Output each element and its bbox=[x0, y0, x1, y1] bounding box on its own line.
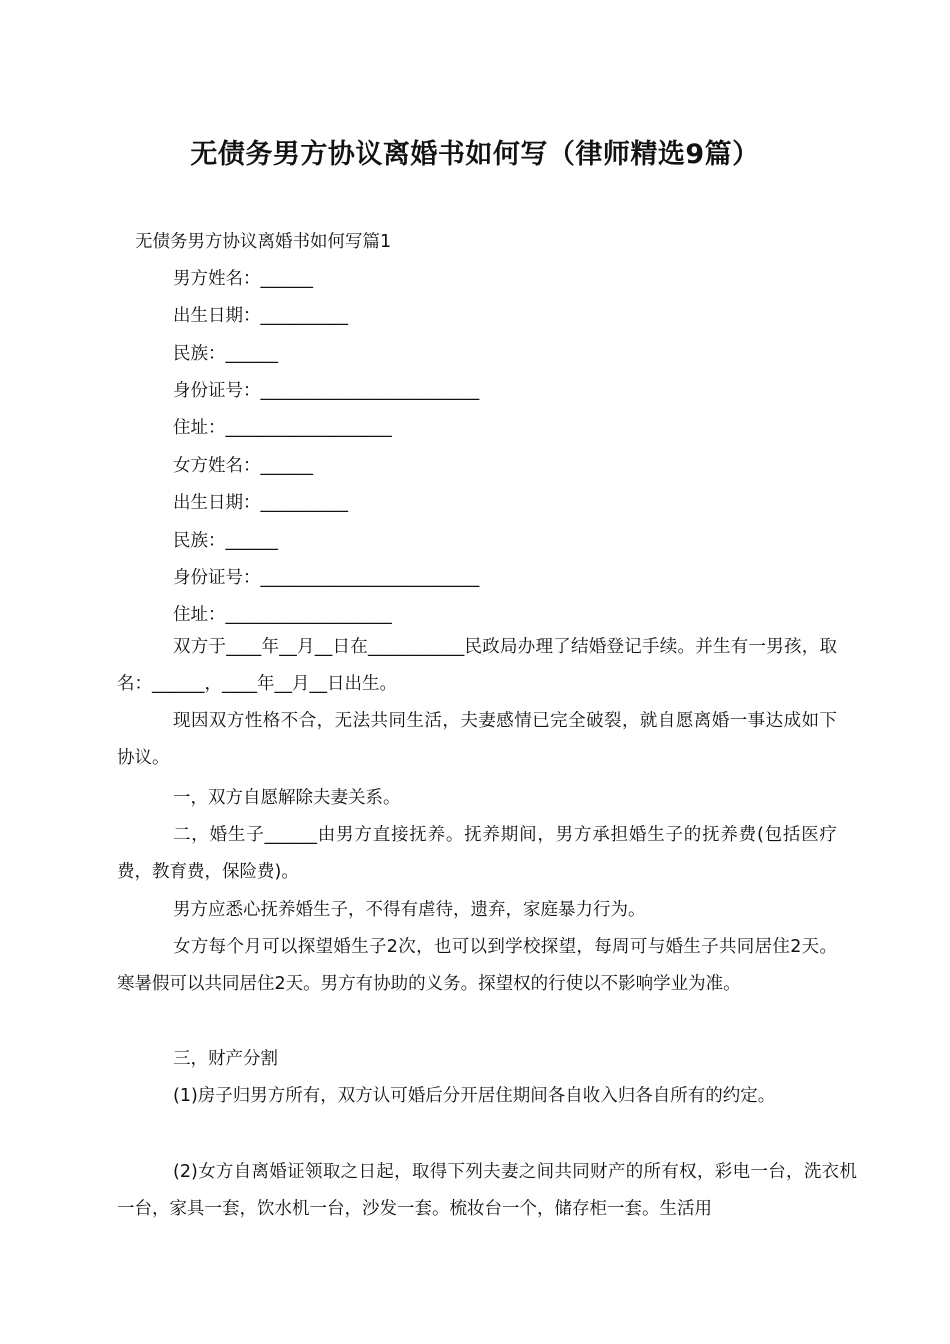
care-obligation-paragraph: 男方应悉心抚养婚生子，不得有虐待，遗弃，家庭暴力行为。 bbox=[173, 900, 646, 920]
property-item-1-paragraph: (1)房子归男方所有，双方认可婚后分开居住期间各自收入归各自所有的约定。 bbox=[173, 1086, 776, 1106]
clause-1-paragraph: 一，双方自愿解除夫妻关系。 bbox=[173, 788, 401, 808]
clause-2-custody-paragraph: 二，婚生子______由男方直接抚养。抚养期间，男方承担婚生子的抚养费(包括医疗费，教育费，保险费)。 bbox=[117, 825, 837, 882]
male-address-field: 住址：___________________ bbox=[173, 418, 392, 438]
female-id-number-field: 身份证号：_________________________ bbox=[173, 568, 480, 588]
divorce-reason-paragraph: 现因双方性格不合，无法共同生活，夫妻感情已完全破裂，就自愿离婚一事达成如下协议。 bbox=[117, 711, 837, 768]
female-name-field: 女方姓名：______ bbox=[173, 456, 313, 476]
male-name-field: 男方姓名：______ bbox=[173, 269, 313, 289]
male-id-number-field: 身份证号：_________________________ bbox=[173, 381, 480, 401]
male-ethnicity-field: 民族：______ bbox=[173, 344, 278, 364]
document-title: 无债务男方协议离婚书如何写（律师精选9篇） bbox=[190, 139, 760, 170]
property-item-2-paragraph: (2)女方自离婚证领取之日起，取得下列夫妻之间共同财产的所有权，彩电一台，洗衣机一台，家具一套，饮水机一台，沙发一套。梳妆台一个，储存柜一套。生活用 bbox=[117, 1162, 857, 1219]
visitation-paragraph: 女方每个月可以探望婚生子2次，也可以到学校探望，每周可与婚生子共同居住2天。寒暑假可以共同居住2天。男方有协助的义务。探望权的行使以不影响学业为准。 bbox=[117, 937, 837, 994]
female-birthdate-field: 出生日期：__________ bbox=[173, 493, 348, 513]
female-ethnicity-field: 民族：______ bbox=[173, 531, 278, 551]
male-birthdate-field: 出生日期：__________ bbox=[173, 306, 348, 326]
marriage-registration-paragraph: 双方于____年__月__日在___________民政局办理了结婚登记手续。并生有一男孩，取名：______，____年__月__日出生。 bbox=[117, 637, 837, 694]
section-title: 无债务男方协议离婚书如何写篇1 bbox=[135, 232, 392, 252]
clause-3-heading: 三，财产分割 bbox=[173, 1049, 278, 1069]
female-address-field: 住址：___________________ bbox=[173, 605, 392, 625]
